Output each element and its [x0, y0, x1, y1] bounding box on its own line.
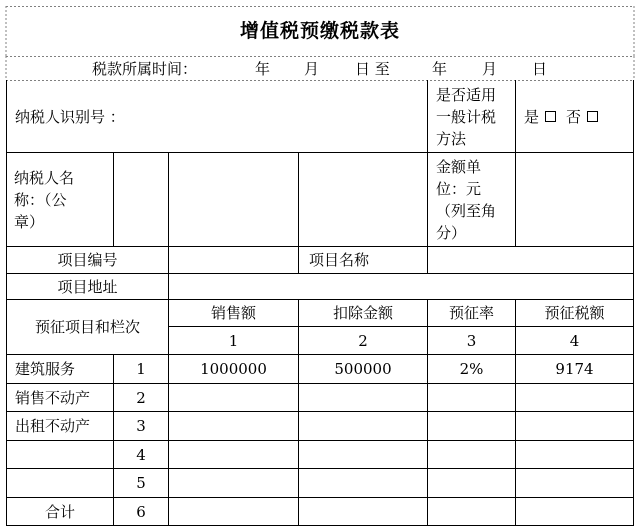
row-deduction[interactable] — [299, 412, 427, 440]
row-rate[interactable] — [428, 498, 515, 525]
row-rate[interactable] — [428, 384, 515, 411]
amount-unit-line: 金额单 — [436, 157, 482, 176]
period-label: 税款所属时间： — [92, 59, 198, 78]
row-header: 预征项目和栏次 — [34, 318, 140, 336]
no-label: 否 — [566, 107, 582, 126]
row-number: 5 — [136, 474, 146, 492]
col-sales-header: 销售额 — [210, 304, 256, 322]
taxpayer-name-line: 纳税人名 — [14, 168, 75, 187]
row-sales[interactable]: 1000000 — [200, 360, 267, 378]
period-day-end: 日 — [532, 59, 548, 78]
row-rate[interactable] — [428, 441, 515, 468]
row-tax[interactable]: 9174 — [555, 360, 594, 378]
yes-checkbox[interactable] — [545, 111, 556, 122]
row-sales[interactable] — [169, 469, 298, 497]
col-rate-number: 3 — [466, 331, 477, 350]
general-method-choice — [524, 81, 634, 152]
project-code-label: 项目编号 — [57, 251, 118, 269]
row-sales[interactable] — [169, 498, 298, 525]
row-tax[interactable] — [516, 384, 633, 411]
row-number: 4 — [136, 445, 146, 464]
row-deduction[interactable] — [299, 469, 427, 497]
period-month-from: 月 — [304, 59, 320, 78]
row-tax[interactable] — [516, 469, 633, 497]
project-address-label: 项目地址 — [57, 277, 118, 296]
row-item: 建筑服务 — [15, 360, 76, 378]
col-rate-header: 预征率 — [448, 304, 494, 322]
no-checkbox[interactable] — [587, 111, 598, 122]
row-deduction[interactable] — [299, 441, 427, 468]
period-month-to: 月 — [482, 59, 498, 78]
row-rate[interactable] — [428, 469, 515, 497]
row-rate[interactable] — [428, 412, 515, 440]
row-number: 2 — [136, 388, 146, 407]
project-address-field[interactable] — [169, 274, 633, 299]
period-day-to: 日 至 — [355, 59, 390, 78]
page-title: 增值税预缴税款表 — [239, 20, 400, 42]
amount-unit-line: 分） — [436, 223, 467, 242]
col-sales-number: 1 — [228, 331, 239, 350]
row-number: 6 — [136, 502, 146, 521]
row-number: 3 — [136, 417, 146, 435]
period-year-to: 年 — [432, 59, 448, 78]
period-year-from: 年 — [255, 59, 271, 78]
row-rate[interactable]: 2% — [459, 360, 484, 378]
general-method-label — [436, 81, 516, 152]
yes-label: 是 — [524, 107, 540, 126]
amount-unit-line: （列至角 — [436, 201, 497, 220]
row-item: 合计 — [44, 502, 75, 521]
row-item: 销售不动产 — [15, 388, 91, 407]
general-method-line: 是否适用 — [436, 85, 497, 104]
row-tax[interactable] — [516, 412, 633, 440]
row-deduction[interactable]: 500000 — [334, 360, 392, 378]
row-sales[interactable] — [169, 412, 298, 440]
amount-unit-line: 位：元 — [436, 179, 482, 198]
col-deduction-number: 2 — [358, 331, 368, 350]
project-code-field[interactable] — [169, 247, 298, 273]
row-tax[interactable] — [516, 498, 633, 525]
taxpayer-name-label — [14, 153, 112, 246]
col-tax-number: 4 — [569, 331, 580, 350]
row-deduction[interactable] — [299, 498, 427, 525]
row-item: 出租不动产 — [15, 417, 91, 435]
taxpayer-name-line: 称：（公 — [14, 190, 67, 209]
row-tax[interactable] — [516, 441, 633, 468]
project-name-field[interactable] — [428, 247, 633, 273]
general-method-line: 一般计税 — [436, 107, 497, 126]
amount-unit-label — [436, 153, 516, 246]
row-sales[interactable] — [169, 441, 298, 468]
taxpayer-name-line: 章） — [14, 212, 45, 231]
col-deduction-header: 扣除金额 — [332, 304, 393, 322]
row-sales[interactable] — [169, 384, 298, 411]
project-name-label: 项目名称 — [308, 251, 369, 269]
col-tax-header: 预征税额 — [544, 304, 605, 322]
row-number: 1 — [136, 360, 146, 378]
row-item — [7, 441, 113, 468]
taxpayer-id-label: 纳税人识别号 ： — [15, 107, 125, 126]
row-item — [7, 469, 113, 497]
row-deduction[interactable] — [299, 384, 427, 411]
general-method-line: 方法 — [436, 129, 467, 148]
